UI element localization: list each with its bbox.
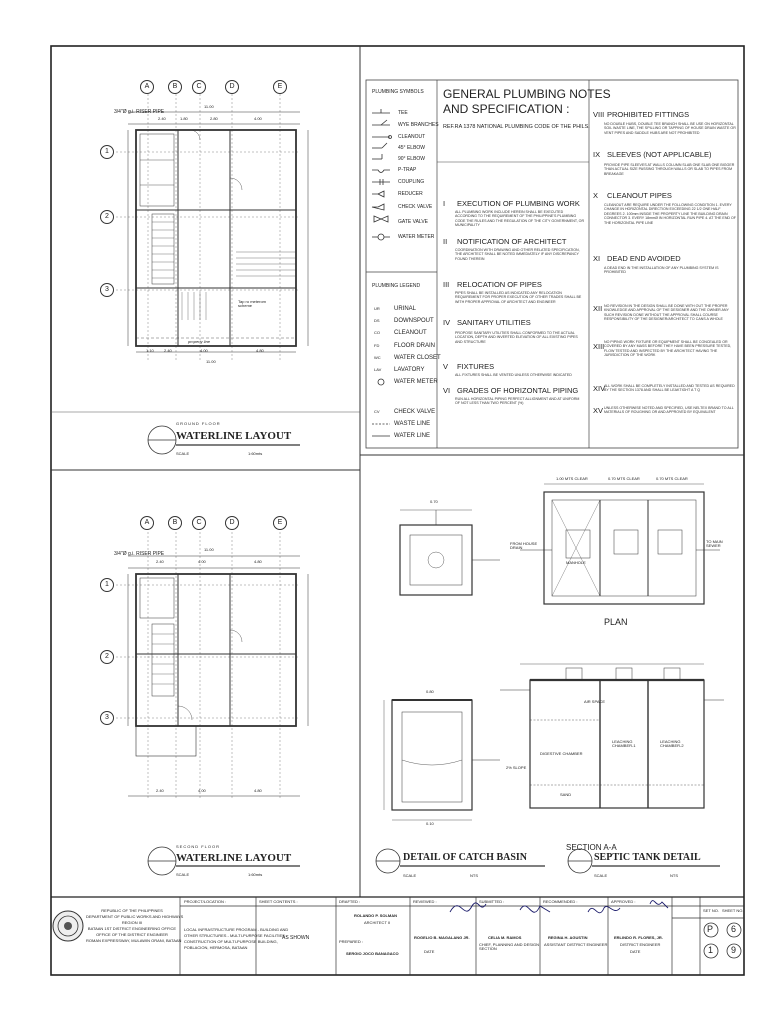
note-section-body: PROPOSE SANITARY UTILITIES SHALL CONFORMED TO THE ACTUAL LOCATION, DEPTH AND INVERTED ELEVATION OF ALL EXISTING PIPES AND STRUCTURE: [455, 331, 578, 344]
legend-label: CHECK VALVE: [394, 409, 436, 415]
dim-top: 2.80: [210, 116, 218, 121]
riser-label: 3/4"Ø g.i. RISER PIPE: [114, 109, 165, 115]
legend-label: URINAL: [394, 306, 417, 312]
notes-title-line2: AND SPECIFICATION :: [443, 102, 570, 116]
prepared-name: SERGIO JOCO BANAGACO: [346, 951, 399, 956]
septic-chamber: LEACHING CHAMBER-2: [660, 739, 684, 749]
note-section-title: XIII: [593, 342, 605, 351]
ground-floor-title: WATERLINE LAYOUT: [176, 430, 292, 442]
dim-bottom: 2.40: [156, 788, 164, 793]
symbol-label: REDUCER: [398, 191, 423, 197]
legend-code: WC: [374, 355, 381, 360]
legend-label: LAVATORY: [394, 367, 425, 373]
grid-bubble-d: D: [225, 80, 239, 94]
dim-top: 4.00: [198, 559, 206, 564]
grid-bubble-e: E: [273, 516, 287, 530]
note-section-title: I EXECUTION OF PLUMBING WORK: [443, 199, 580, 208]
septic-plan-label: PLAN: [604, 617, 628, 627]
note-section-title: VI GRADES OF HORIZONTAL PIPING: [443, 386, 579, 395]
catch-basin-title: DETAIL OF CATCH BASIN: [403, 852, 528, 863]
legend-label: CLEANOUT: [394, 330, 427, 336]
catch-basin-drawings: [384, 510, 500, 820]
dim-top: 4.00: [254, 116, 262, 121]
note-section-body: ALL WORK SHALL BE COMPLETELY INSTALLED AND TESTED AS REQUIRED BY THE SECTION 1378 AND SHALL BE LEAKTIGHT A T Q: [604, 384, 735, 393]
sheet-page: 1: [708, 945, 714, 955]
ground-floor-label: GROUND FLOOR: [176, 421, 221, 426]
submitted-name: CELIA M. RAMOS: [488, 935, 522, 940]
legend-label: DOWNSPOUT: [394, 318, 434, 324]
dim-bottom: 1.10: [146, 348, 154, 353]
overall-dim: 11.00: [204, 547, 214, 552]
ground-floor-plan: [112, 90, 308, 362]
note-section-body: COORDINATION WITH DRAWING AND OTHER RELATED SPECIFICATION, THE ARCHITECT SHALL BE NOTED IMMEDIATELY IF ANY DISCREPANCY FOUND THEREIN: [455, 248, 580, 261]
notes-reference: REF.RA 1378 NATIONAL PLUMBING CODE OF THE PHILS.: [443, 124, 590, 130]
symbol-label: CHECK VALVE: [398, 204, 433, 210]
septic-chamber: DIGESTIVE CHAMBER: [540, 751, 583, 756]
septic-label: SAND: [560, 792, 572, 797]
note-section-title: XV: [593, 406, 604, 415]
approved-label: APPROVED :: [611, 899, 636, 904]
sheet-num: 6: [731, 924, 737, 934]
symbol-label: 90° ELBOW: [398, 156, 426, 162]
drafted-label: DRAFTED :: [339, 899, 361, 904]
grid-bubble-c: C: [192, 80, 206, 94]
grid-bubble-e: E: [273, 80, 287, 94]
symbol-label: P-TRAP: [398, 167, 417, 173]
grid-bubble-2: 2: [100, 650, 114, 664]
dim-top: 2.40: [158, 116, 166, 121]
scale-value: 1:60mts: [248, 451, 263, 456]
symbol-label: WYE BRANCHES: [398, 122, 439, 128]
scale-label: SCALE: [594, 873, 608, 878]
note-section-title: XIV: [593, 384, 606, 393]
note-section-title: VIII PROHIBITED FITTINGS: [593, 110, 690, 119]
septic-title: SEPTIC TANK DETAIL: [594, 852, 701, 863]
symbols-header: PLUMBING SYMBOLS: [372, 89, 424, 95]
scale-value: NTS: [470, 873, 478, 878]
note-section-title: III RELOCATION OF PIPES: [443, 280, 542, 289]
symbol-label: 45° ELBOW: [398, 145, 426, 151]
drafted-name: ROLANDO P. SOLMAN: [354, 913, 398, 918]
approved-title: DISTRICT ENGINEER: [620, 942, 661, 947]
symbol-label: CLEANOUT: [398, 134, 426, 140]
septic-chamber: LEACHING CHAMBER-1: [612, 739, 636, 749]
legend-code: LAV: [374, 367, 382, 372]
grid-bubble-b: B: [168, 516, 182, 530]
scale-label: SCALE: [403, 873, 417, 878]
recommended-label: RECOMMENDED :: [543, 899, 578, 904]
sheet-contents-value: AS SHOWN: [282, 935, 310, 941]
note-section-body: ALL FIXTURES SHALL BE VENTED UNLESS OTHERWISE INDICATED: [455, 373, 572, 377]
note-section-body: NO DOUBLE HUBS, DOUBLE TEE BRANCH SHALL BE USE ON HORIZONTAL SOIL WASTE LINE, THE SPILLING OR TAPPING OF HOUSE DRAIN WASTE OR VENT PIPES AND SADDLE HUBS ARE NOT PROHIBITED: [604, 122, 736, 135]
dim-bottom: 4.80: [254, 788, 262, 793]
agency-line: REPUBLIC OF THE PHILIPPINES: [101, 908, 163, 913]
septic-label: TO MAIN SEWER: [706, 539, 723, 549]
catch-basin-dim: 0.80: [426, 689, 434, 694]
sheet-no-label: SHEET NO.: [722, 908, 744, 913]
septic-section-label: SECTION A-A: [566, 843, 617, 852]
legend-label: WASTE LINE: [394, 421, 431, 427]
grid-bubble-2: 2: [100, 210, 114, 224]
legend-code: CV: [374, 409, 380, 414]
legend-code: CO: [374, 330, 380, 335]
tap-note: Tap ro meterom scheme: [238, 299, 267, 309]
approved-name: ERLINDO R. FLORES, JR.: [614, 935, 663, 940]
second-floor-title: WATERLINE LAYOUT: [176, 852, 292, 864]
note-section-title: IX SLEEVES (NOT APPLICABLE): [593, 150, 712, 159]
septic-label: AIR SPACE: [584, 699, 606, 704]
note-section-title: II NOTIFICATION OF ARCHITECT: [443, 237, 567, 246]
second-floor-label: SECOND FLOOR: [176, 844, 221, 849]
dim-top: 1.80: [180, 116, 188, 121]
overall-dim: 11.00: [204, 104, 214, 109]
note-section-body: UNLESS OTHERWISE NOTED AND SPECIFIED, USE NELTEX BRAND TO ALL MATERIALS OF ROUGHING OR AND APPROVED BY EQUIVALENT: [604, 406, 734, 415]
septic-dim: 1.00 MTS CLEAR: [556, 476, 588, 481]
agency-seal: [53, 911, 83, 941]
grid-bubble-d: D: [225, 516, 239, 530]
septic-label: FROM HOUSE DRAIN: [510, 541, 538, 551]
drafted-title: ARCHITECT II: [364, 920, 391, 925]
note-section-title: XI DEAD END AVOIDED: [593, 254, 681, 263]
septic-dim: 0.70 MTS CLEAR: [656, 476, 688, 481]
legend-label: FLOOR DRAIN: [394, 343, 436, 349]
notes-title-line1: GENERAL PLUMBING NOTES: [443, 87, 611, 101]
note-section-body: PROVIDE PIPE SLEEVES AT WALLS COLUMN SLAB ONE SLAB ONE BIGGER THAN ACTUAL SIZE PASSING THROUGH WALLS OR SLAB TO PIPES FROM BREAKAGE: [604, 163, 735, 176]
symbol-label: COUPLING: [398, 179, 425, 185]
date-label: DATE: [630, 949, 641, 954]
note-section-body: RUN ALL HORIZONTAL PIPING PERFECT ALLIGNMENT AND AT UNIFORM OF NOT LESS THAN TWO PERCENT (%): [455, 397, 580, 406]
septic-dim: 0.70 MTS CLEAR: [608, 476, 640, 481]
grid-bubble-a: A: [140, 80, 154, 94]
property-line-note: property line: [188, 339, 211, 344]
project-line: LOCAL INFRASTRUCTURE PROGRAM - BUILDING AND: [184, 927, 289, 932]
dim-top: 2.40: [156, 559, 164, 564]
note-section-body: ALL PLUMBING WORK INCLUDE HEREIN SHALL BE EXECUTED ACCORDING TO THE REQUIREMENT OF THE PHILIPPINE'S PLUMBING CODE THE RULES AND THE REGULATION OF THE CITY GOVERNMENT, OR MUNICIPALITY: [455, 210, 585, 228]
note-section-body: NO PIPING WORK FIXTURE OR EQUIPMENT SHALL BE CONCEALED OR COVERED BY ANY MASS BEFORE THEY HAVE BEEN PRESSURE TESTED, FLOW TESTED AND INSPECTED BY THE ARCHITECT HAVING THE JURISDICTION OF THE WORK: [604, 340, 732, 358]
symbol-label: WATER METER: [398, 234, 435, 240]
legend-label: WATER CLOSET: [394, 355, 441, 361]
agency-line: BATAAN 1ST DISTRICT ENGINEERING OFFICE: [87, 926, 177, 931]
septic-section: [500, 664, 724, 808]
legend-label: WATER LINE: [394, 433, 431, 439]
grid-bubble-a: A: [140, 516, 154, 530]
note-section-title: V FIXTURES: [443, 362, 495, 371]
note-section-title: IV SANITARY UTILITIES: [443, 318, 531, 327]
second-floor-plan: [112, 528, 308, 800]
agency-line: OFFICE OF THE DISTRICT ENGINEER: [96, 932, 168, 937]
grid-bubble-3: 3: [100, 711, 114, 725]
submitted-title: CHIEF, PLANNING AND DESIGN SECTION: [479, 942, 540, 952]
note-section-body: A DEAD END IN THE INSTALLATION OF ANY PLUMBING SYSTEM IS PROHIBITED: [604, 266, 719, 275]
dim-bottom: 4.00: [198, 788, 206, 793]
legend-label: WATER METER: [394, 379, 438, 385]
legend-code: DS: [374, 318, 380, 323]
scale-value: 1:60mts: [248, 872, 263, 877]
catch-basin-dim: 0.70: [430, 499, 438, 504]
legend-glyphs: [372, 379, 390, 436]
note-section-body: NO REVISION IN THE DESIGN SHALL BE DONE WITH OUT THE PROPER KNOWLEDGE AND APPROVAL OF THE DESIGNER AND THE OWNER ANY SUCH REVISION DONE WITHOUT THE APPROVAL SHALL COURSE RESPONSIBILITY OF THE DESIGNER/ARCHITECT TO CANS A WHOLE: [604, 304, 729, 322]
recommended-title: ASSISTANT DISTRICT ENGINEER: [544, 942, 608, 947]
grid-bubble-3: 3: [100, 283, 114, 297]
reviewed-name: ROGELIO B. MAGALANG JR.: [414, 935, 470, 940]
septic-plan: [520, 484, 720, 604]
scale-label: SCALE: [176, 872, 190, 877]
note-section-title: XII: [593, 304, 603, 313]
scale-label: SCALE: [176, 451, 190, 456]
legend-code: UR: [374, 306, 380, 311]
project-line: POBLACION, HERMOSA, BATAAN: [184, 945, 248, 950]
note-section-title: X CLEANOUT PIPES: [593, 191, 672, 200]
prepared-label: PREPARED :: [339, 939, 363, 944]
grid-bubble-b: B: [168, 80, 182, 94]
sheet-total: 9: [731, 945, 737, 955]
set-no-label: SET NO.: [703, 908, 719, 913]
submitted-label: SUBMITTED :: [479, 899, 505, 904]
note-section-body: PIPES SHALL BE INSTALLED AS INDICATED ANY RELOCATION REQUIREMENT FOR PROPER EXECUTION OF OTHER TRADES SHALL BE WITH PROPER APPROVAL OF ARCHITECT AND ENGINEER: [455, 291, 582, 304]
date-label: DATE: [424, 949, 435, 954]
project-line: OTHER STRUCTURES - MULTI-PURPOSE FACILITIES -: [184, 933, 288, 938]
sheet-contents-label: SHEET CONTENTS :: [259, 899, 298, 904]
dim-bottom: 2.40: [164, 348, 172, 353]
catch-basin-dim: 0.10: [426, 821, 434, 826]
dim-bottom: 4.00: [200, 348, 208, 353]
grid-bubble-1: 1: [100, 145, 114, 159]
sheet-letter: P: [707, 924, 714, 934]
agency-line: ROMAN EXPRESSWAY, MULAWIN ORANI, BATAAN: [86, 938, 182, 943]
reviewed-label: REVIEWED :: [413, 899, 437, 904]
septic-label: 2% SLOPE: [506, 765, 527, 770]
grid-bubble-c: C: [192, 516, 206, 530]
dim-total: 11.00: [206, 359, 216, 364]
note-section-body: CLEANOUT ARE REQUIRE UNDER THE FOLLOWING CONDITION 1. EVERY CHANGE IN HORIZONTAL DIRECTION EXCEEDING 22 1/2 ONE HALF DEGREES 2. 100mm INSIDE THE PROPERTY LINE THE BUILDING DRAIN CONNECTOR 3. EVERY 18mmØ IN HORIZONTAL RUN PIPE 4. AT THE END OF THE HORIZONTAL PIPE LINE: [604, 203, 736, 225]
dim-top: 4.80: [254, 559, 262, 564]
recommended-name: REGINA H. AGUSTIN: [548, 935, 588, 940]
septic-label: MANHOLE: [566, 560, 586, 565]
legend-code: FD: [374, 343, 380, 348]
project-line: CONSTRUCTION OF MULTI-PURPOSE BUILDING,: [184, 939, 278, 944]
legend-header: PLUMBING LEGEND: [372, 283, 421, 289]
symbol-label: GATE VALVE: [398, 219, 429, 225]
symbol-glyphs: [372, 109, 392, 240]
dim-bottom: 4.80: [256, 348, 264, 353]
riser-label: 3/4"Ø g.i. RISER PIPE: [114, 551, 165, 557]
project-label: PROJECT/LOCATION :: [184, 899, 227, 904]
grid-bubble-1: 1: [100, 578, 114, 592]
symbol-label: TEE: [398, 110, 408, 116]
agency-line: DEPARTMENT OF PUBLIC WORKS AND HIGHWAYS: [86, 914, 184, 919]
agency-line: REGION III: [121, 920, 143, 925]
scale-value: NTS: [670, 873, 678, 878]
